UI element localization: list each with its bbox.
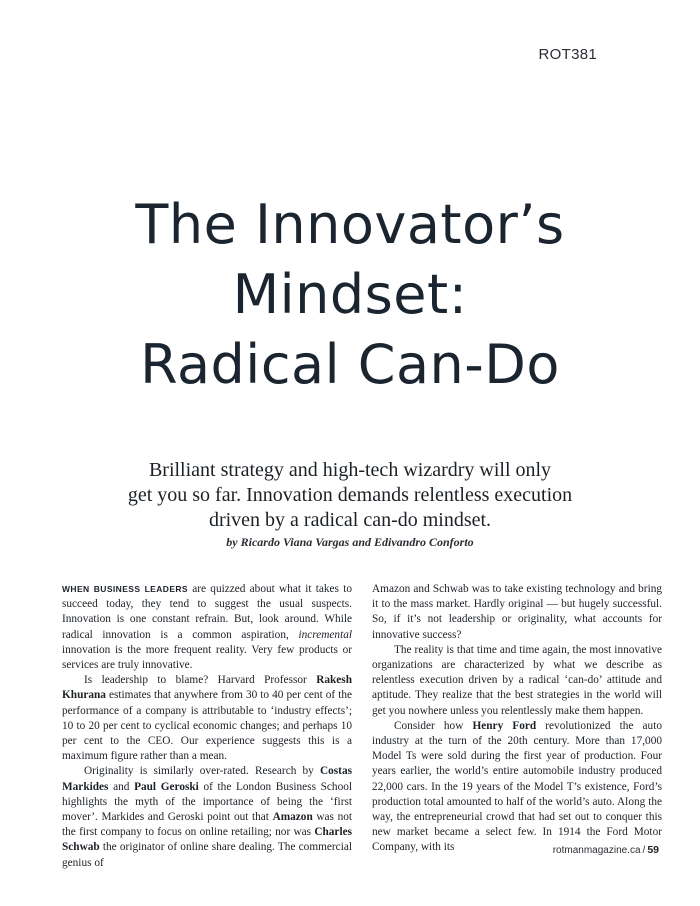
person-name: Henry Ford [472, 719, 537, 732]
title-line-2: Mindset: [232, 263, 468, 326]
person-name: Rakesh Khurana [62, 674, 352, 702]
page-number: 59 [647, 844, 659, 856]
deck-line-2: get you so far. Innovation demands relentless execution [127, 484, 573, 506]
body-paragraph: The reality is that time and time again, the most innovative organizations are characterized by what we describe as relentless execution driven by a radical ‘can-do’ attitude and aptitude. They realize that the best strategies in the world will get you nowhere unless you relentlessly make them happen. [372, 643, 662, 717]
body-paragraph: Consider how Henry Ford revolutionized the auto industry at the turn of the 20th century. More than 17,000 Model Ts were sold during the first year of production. Four years earlier, the world’s entire automobile industry produced 22,000 cars. In the 19 years of the Model T’s existence, Ford’s production total amounted to half of the world’s auto. Along the way, the entrepreneurial crowd that had set out to conquer this new market became a select few. In 1914 the Ford Motor Company, with its [372, 719, 662, 854]
person-name: Paul Geroski [134, 780, 199, 793]
company-name: Amazon [272, 811, 313, 824]
lead-in: WHEN BUSINESS LEADERS [62, 584, 189, 594]
deck-line-1: Brilliant strategy and high-tech wizardry will only [148, 459, 552, 481]
company-name: Charles Schwab [62, 826, 352, 854]
deck-line-3: driven by a radical can-do mindset. [208, 509, 492, 531]
body-column-left [62, 582, 352, 871]
article-title [0, 190, 700, 400]
body-paragraph: Amazon and Schwab was to take existing technology and bring it to the mass market. Hardly original — but hugely successful. So, if it’s not leadership or originality, what accounts for innovative success? [372, 583, 662, 641]
footer-separator: / [642, 845, 646, 856]
title-line-1: The Innovator’s [135, 193, 565, 256]
byline: by Ricardo Viana Vargas and Edivandro Conforto [226, 535, 474, 549]
body-paragraph: Originality is similarly over-rated. Research by Costas Markides and Paul Geroski of the London Business School highlights the myth of the importance of being the ‘first mover’. Markides and Geroski point out that Amazon was not the first company to focus on online retailing; nor was Charles Schwab the originator of online share dealing. The commercial genius of [62, 765, 353, 869]
page-footer [553, 844, 659, 856]
article-deck [0, 458, 700, 533]
body-paragraph: Is leadership to blame? Harvard Professor Rakesh Khurana estimates that anywhere from 30 to 40 per cent of the performance of a company is attributable to ‘industry effects’; 10 to 20 per cent to cyclical economic changes; and perhaps 10 per cent to the CEO. Our experience suggests this is a maximum figure rather than a mean. [62, 674, 352, 763]
person-name: Costas Markides [62, 765, 352, 793]
article-code: ROT381 [538, 46, 597, 63]
body-paragraph: WHEN BUSINESS LEADERS are quizzed about what it takes to succeed today, they tend to suggest the usual suspects. Innovation is one constant refrain. But, look around. While radical innovation is a common aspiration, incremental innovation is the more frequent reality. Very few products or services are truly innovative. [62, 583, 352, 672]
title-line-3: Radical Can-Do [140, 333, 560, 396]
body-column-right [372, 582, 662, 856]
website-link[interactable]: rotmanmagazine.ca [552, 845, 641, 856]
